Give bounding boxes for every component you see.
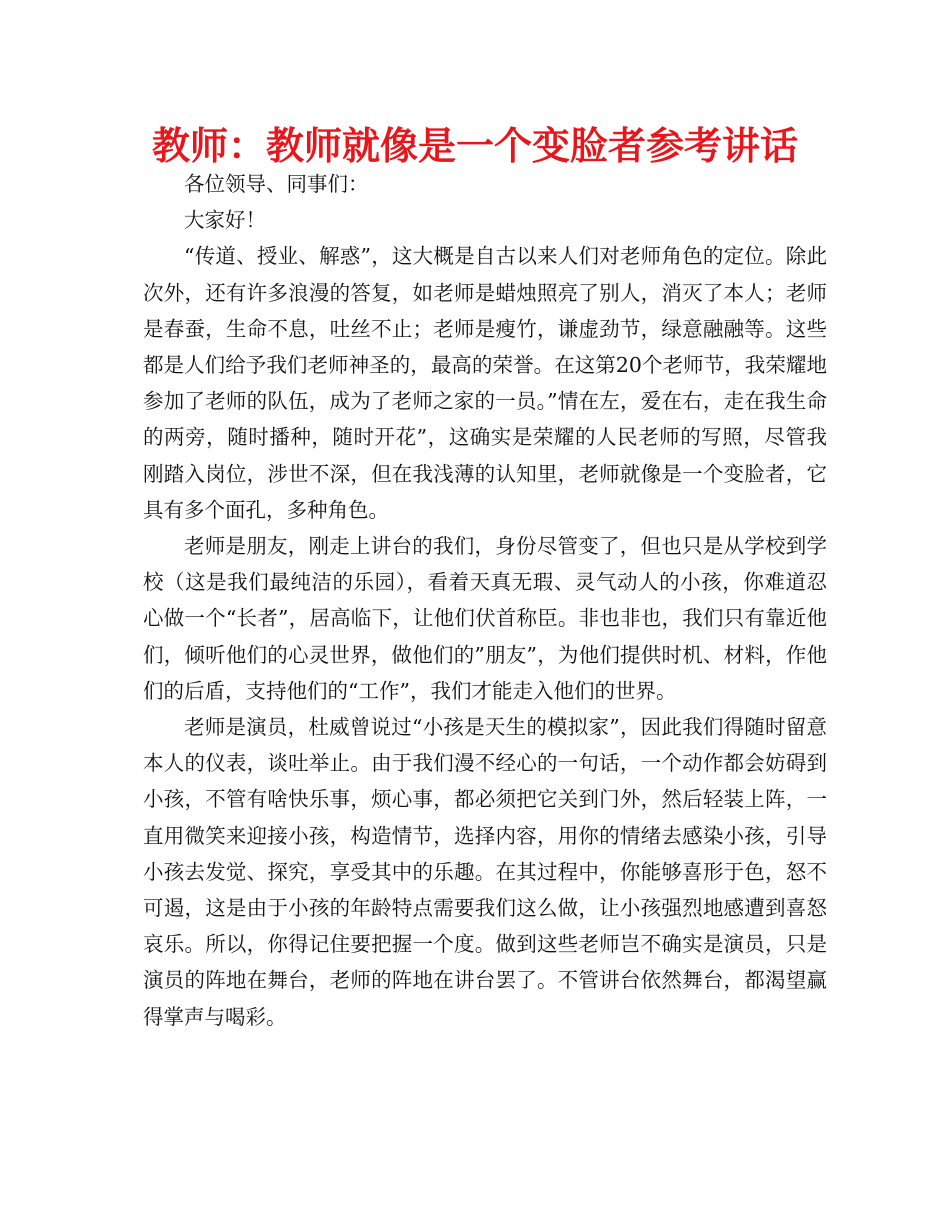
body-paragraph: 老师是朋友，刚走上讲台的我们，身份尽管变了，但也只是从学校到学校（这是我们最纯洁的乐园），看着天真无瑕、灵气动人的小孩，你难道忍心做一个“长者”，居高临下，让他们伏首称臣。非也非也，我们只有靠近他们，倾听他们的心灵世界，做他们的”朋友”，为他们提供时机、材料，作他们的后盾，支持他们的“工作”，我们才能走入他们的世界。	[143, 534, 827, 703]
document-title: 教师：教师就像是一个变脸者参考讲话	[151, 124, 798, 168]
body-paragraph: 老师是演员，杜威曾说过“小孩是天生的模拟家”，因此我们得随时留意本人的仪表，谈吐举止。由于我们漫不经心的一句话，一个动作都会妨碍到小孩，不管有啥快乐事，烦心事，都必须把它关到门外，然后轻装上阵，一直用微笑来迎接小孩，构造情节，选择内容，用你的情绪去感染小孩，引导小孩去发觉、探究，享受其中的乐趣。在其过程中，你能够喜形于色，怒不可遏，这是由于小孩的年龄特点需要我们这么做，让小孩强烈地感遭到喜怒哀乐。所以，你得记住要把握一个度。做到这些老师岂不确实是演员，只是演员的阵地在舞台，老师的阵地在讲台罢了。不管讲台依然舞台，都渴望赢得掌声与喝彩。	[143, 715, 827, 1029]
body-paragraph: “传道、授业、解惑”，这大概是自古以来人们对老师角色的定位。除此次外，还有许多浪漫的答复，如老师是蜡烛照亮了别人，消灭了本人；老师是春蚕，生命不息，吐丝不止；老师是瘦竹，谦虚劲节，绿意融融等。这些都是人们给予我们老师神圣的，最高的荣誉。在这第20个老师节，我荣耀地参加了老师的队伍，成为了老师之家的一员。”情在左，爱在右，走在我生命的两旁，随时播种，随时开花”，这确实是荣耀的人民老师的写照，尽管我刚踏入岗位，涉世不深，但在我浅薄的认知里，老师就像是一个变脸者，它具有多个面孔，多种角色。	[143, 244, 827, 522]
greeting-paragraph: 大家好！	[184, 208, 266, 233]
salutation-paragraph: 各位领导、同事们：	[184, 172, 369, 196]
document-body	[143, 166, 827, 1035]
